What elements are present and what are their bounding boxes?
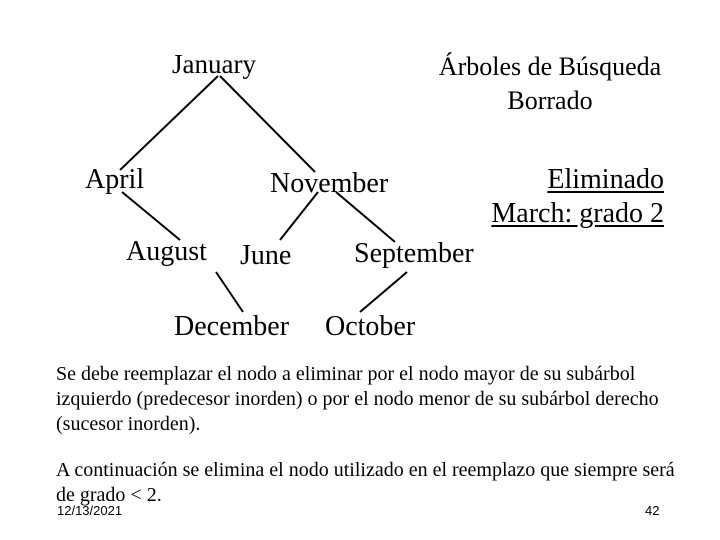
- removed-node-note: [450, 163, 664, 231]
- footer-page-number: 42: [645, 503, 660, 518]
- removed-label: Eliminado: [547, 164, 664, 195]
- edge-april-august: [122, 192, 180, 240]
- slide-title: [420, 50, 680, 118]
- edge-november-june: [280, 192, 318, 240]
- explanation-paragraph-2: A continuación se elimina el nodo utilizado en el reemplazo que siempre será de grado < 2.: [56, 459, 675, 506]
- slide-title-line1: Árboles de Búsqueda: [438, 52, 662, 81]
- removed-node-detail: March: grado 2: [491, 198, 664, 229]
- node-january: January: [172, 49, 256, 79]
- node-november: November: [270, 168, 389, 199]
- edge-november-september: [336, 192, 395, 242]
- explanation-paragraph-1: Se debe reemplazar el nodo a eliminar por el nodo mayor de su subárbol izquierdo (predecesor inorden) o por el nodo menor de su subárbol derecho (sucesor inorden).: [56, 363, 659, 435]
- node-august: August: [126, 236, 207, 267]
- node-september: September: [354, 238, 474, 269]
- edge-january-november: [220, 76, 315, 172]
- node-december: December: [174, 311, 290, 342]
- edge-september-october: [360, 272, 407, 312]
- node-april: April: [85, 164, 145, 195]
- node-june: June: [240, 240, 292, 271]
- node-october: October: [325, 311, 416, 342]
- edge-august-december: [216, 272, 243, 312]
- footer-date: 12/13/2021: [57, 503, 123, 518]
- edge-january-april: [120, 76, 218, 170]
- slide-title-line2: Borrado: [507, 86, 593, 115]
